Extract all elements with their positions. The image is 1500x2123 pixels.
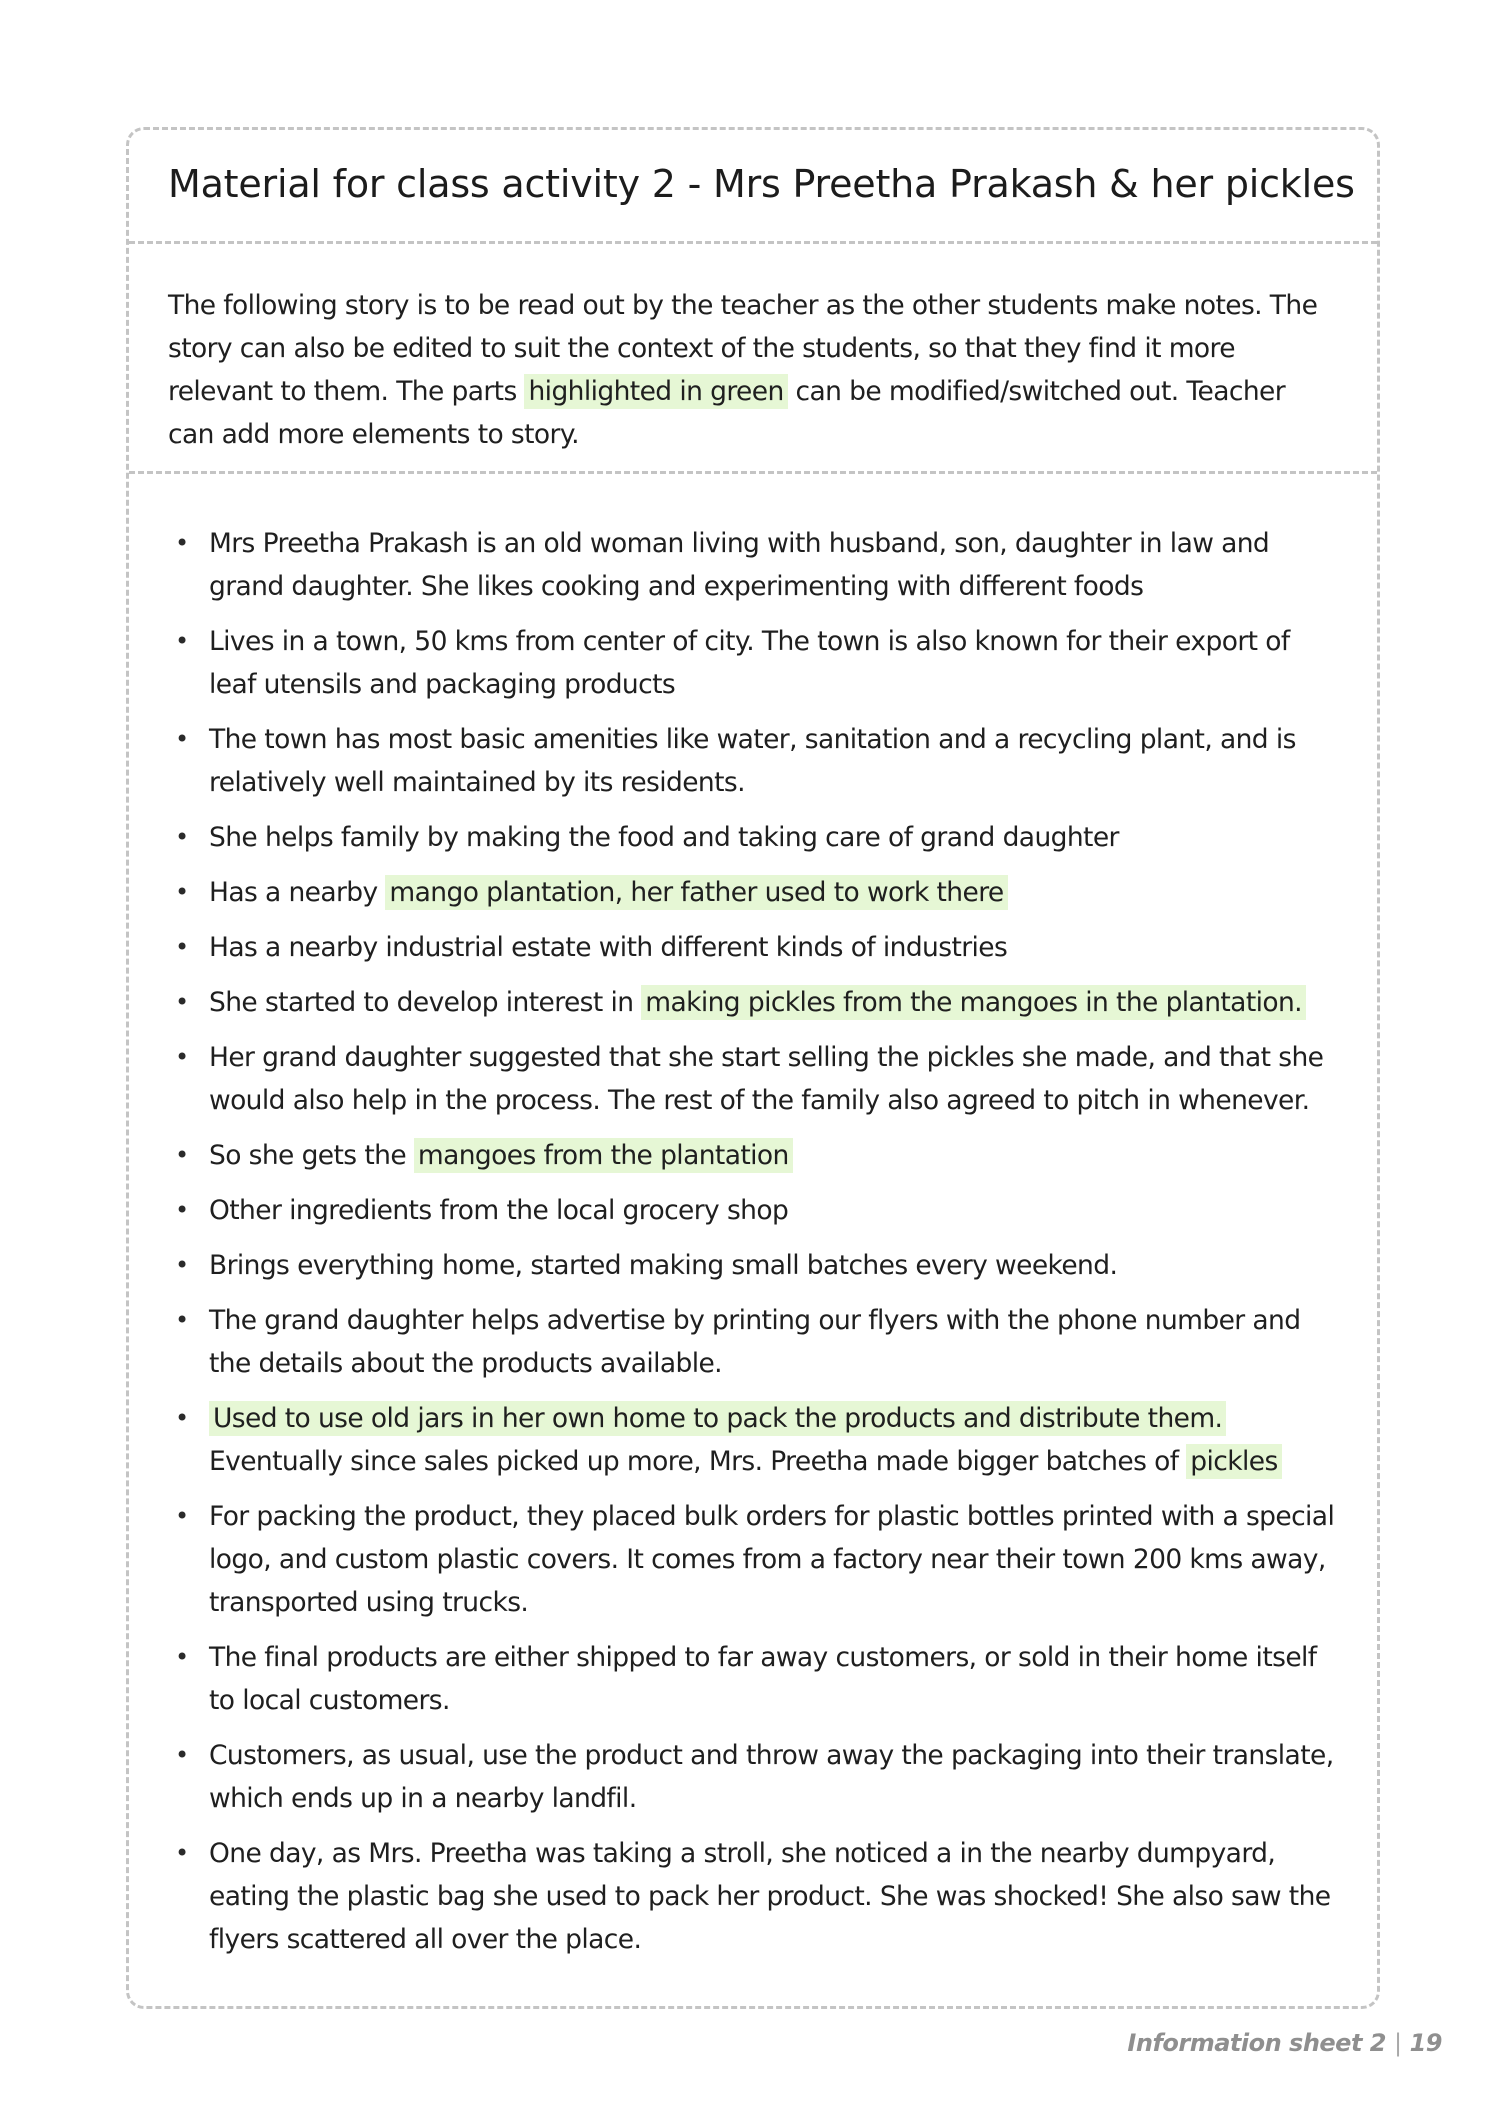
story-bullet-list — [129, 474, 1377, 1961]
page-number: 19 — [1409, 2029, 1442, 2057]
bullet-icon: • — [175, 1141, 189, 1169]
list-item — [175, 816, 1337, 859]
item-text: Other ingredients from the local grocery shop — [209, 1195, 789, 1226]
bullet-icon: • — [175, 1043, 189, 1071]
intro-text-after: can be modified/switched out. Teacher can add more elements to story. — [168, 376, 1286, 450]
item-text: The town has most basic amenities like water, sanitation and a recycling plant, and is relatively well maintained by its residents. — [209, 724, 1296, 798]
highlighted-text: pickles — [1186, 1444, 1281, 1479]
highlighted-text: mangoes from the plantation — [414, 1138, 793, 1173]
activity-card — [126, 127, 1380, 2009]
list-item — [175, 1036, 1337, 1122]
list-item — [175, 1244, 1337, 1287]
bullet-icon: • — [175, 1404, 189, 1432]
list-item — [175, 1189, 1337, 1232]
highlighted-text: Used to use old jars in her own home to pack the products and distribute them. — [209, 1401, 1226, 1436]
bullet-icon: • — [175, 1306, 189, 1334]
page-footer — [1127, 2029, 1442, 2057]
bullet-icon: • — [175, 1196, 189, 1224]
bullet-icon: • — [175, 933, 189, 961]
list-item — [175, 871, 1337, 914]
list-item — [175, 1299, 1337, 1385]
item-text: Her grand daughter suggested that she start selling the pickles she made, and that she would also help in the process. The rest of the family also agreed to pitch in whenever. — [209, 1042, 1324, 1116]
bullet-icon: • — [175, 988, 189, 1016]
bullet-icon: • — [175, 1251, 189, 1279]
item-text: Customers, as usual, use the product and throw away the packaging into their translate, which ends up in a nearby landfil. — [209, 1740, 1334, 1814]
bullet-icon: • — [175, 1643, 189, 1671]
list-item — [175, 1134, 1337, 1177]
item-text: So she gets the — [209, 1140, 414, 1171]
item-text: Has a nearby — [209, 877, 386, 908]
highlighted-text: making pickles from the mangoes in the plantation. — [641, 985, 1306, 1020]
item-text: For packing the product, they placed bulk orders for plastic bottles printed with a special logo, and custom plastic covers. It comes from a factory near their town 200 kms away, transported using trucks. — [209, 1501, 1335, 1618]
footer-label: Information sheet 2 — [1127, 2029, 1386, 2057]
item-text: Mrs Preetha Prakash is an old woman living with husband, son, daughter in law and grand daughter. She likes cooking and experimenting with different foods — [209, 528, 1270, 602]
item-text: Brings everything home, started making small batches every weekend. — [209, 1250, 1118, 1281]
item-text: The grand daughter helps advertise by printing our flyers with the phone number and the details about the products available. — [209, 1305, 1301, 1379]
page-title: Material for class activity 2 - Mrs Preetha Prakash & her pickles — [168, 162, 1355, 206]
item-text: She started to develop interest in — [209, 987, 642, 1018]
list-item — [175, 926, 1337, 969]
item-text: One day, as Mrs. Preetha was taking a stroll, she noticed a in the nearby dumpyard, eating the plastic bag she used to pack her product. She was shocked! She also saw the flyers scattered all over the place. — [209, 1838, 1331, 1955]
bullet-icon: • — [175, 823, 189, 851]
item-text: Has a nearby industrial estate with different kinds of industries — [209, 932, 1008, 963]
item-text: Lives in a town, 50 kms from center of city. The town is also known for their export of leaf utensils and packaging products — [209, 626, 1290, 700]
bullet-icon: • — [175, 1502, 189, 1530]
footer-separator: | — [1394, 2029, 1402, 2057]
intro-section — [129, 244, 1377, 474]
bullet-icon: • — [175, 529, 189, 557]
bullet-icon: • — [175, 1741, 189, 1769]
title-section — [129, 130, 1377, 244]
list-item — [175, 620, 1337, 706]
list-item — [175, 1636, 1337, 1722]
list-item — [175, 1397, 1337, 1483]
item-text: The final products are either shipped to far away customers, or sold in their home itself to local customers. — [209, 1642, 1317, 1716]
highlighted-text: mango plantation, her father used to work there — [385, 875, 1007, 910]
item-text: Eventually since sales picked up more, Mrs. Preetha made bigger batches of — [209, 1446, 1187, 1477]
list-item — [175, 981, 1337, 1024]
list-item — [175, 1832, 1337, 1961]
bullet-icon: • — [175, 725, 189, 753]
intro-paragraph — [168, 284, 1337, 456]
bullet-icon: • — [175, 627, 189, 655]
bullet-icon: • — [175, 1839, 189, 1867]
intro-highlight: highlighted in green — [524, 374, 787, 409]
intro-text-before: The following story is to be read out by the teacher as the other students make notes. The story can also be edited to suit the context of the students, so that they find it more relevant to them. The parts — [168, 290, 1318, 407]
bullet-icon: • — [175, 878, 189, 906]
item-text: She helps family by making the food and taking care of grand daughter — [209, 822, 1119, 853]
list-item — [175, 522, 1337, 608]
list-item — [175, 1495, 1337, 1624]
list-item — [175, 718, 1337, 804]
list-item — [175, 1734, 1337, 1820]
